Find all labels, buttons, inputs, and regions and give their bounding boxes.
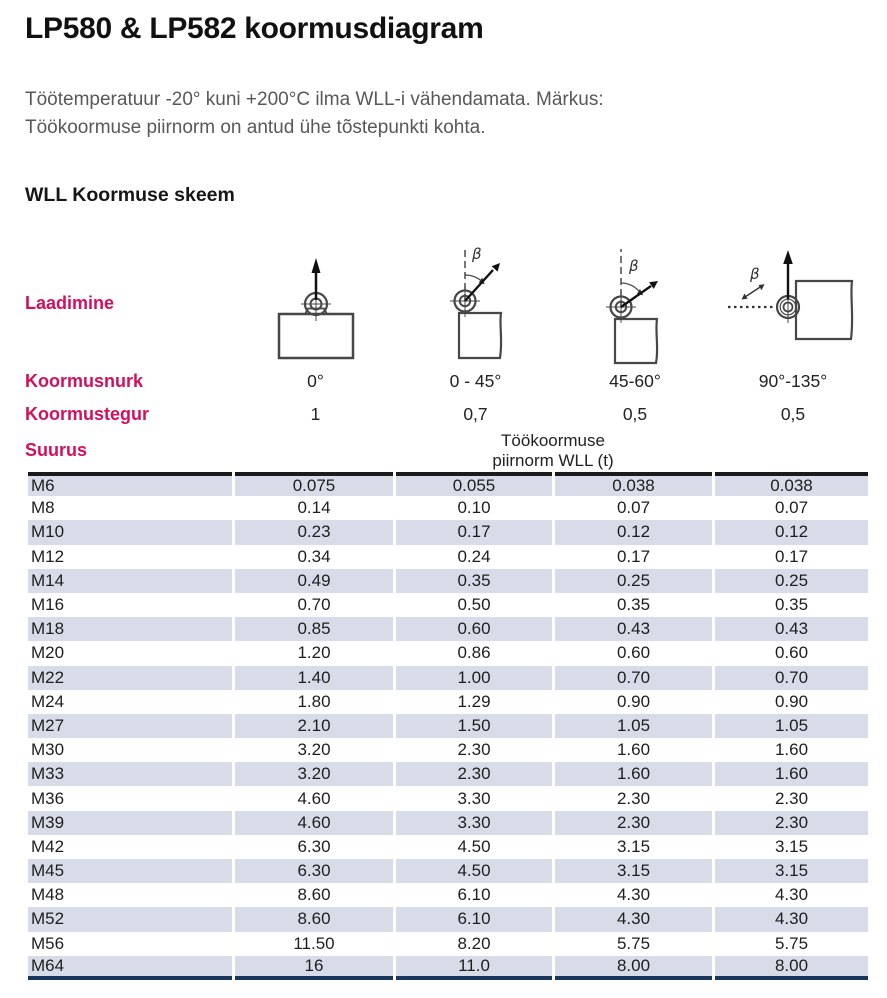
load-factor-value: 1 xyxy=(310,404,321,424)
wll-value-cell: 8.00 xyxy=(555,956,712,980)
wll-value-cell: 2.30 xyxy=(715,811,868,835)
wll-value-cell: 0.055 xyxy=(396,472,552,496)
wll-value-cell: 0.85 xyxy=(235,617,393,641)
size-cell: M48 xyxy=(31,885,65,905)
wll-value-cell: 3.20 xyxy=(297,740,331,760)
size-cell: M45 xyxy=(28,859,232,883)
wll-value-cell: 3.15 xyxy=(774,836,809,856)
table-row xyxy=(28,786,868,810)
wll-value-cell: 1.05 xyxy=(715,714,868,738)
table-row xyxy=(28,641,868,665)
size-cell: M39 xyxy=(28,811,232,835)
wll-value-cell: 4.50 xyxy=(457,836,491,856)
wll-value-cell: 2.30 xyxy=(457,740,491,760)
hoist-ring-pull-0-45-icon xyxy=(437,243,515,363)
size-cell: M8 xyxy=(31,498,55,518)
wll-value-cell: 0.17 xyxy=(774,546,809,566)
wll-value-cell: 0.10 xyxy=(457,498,491,518)
wll-value-cell: 0.35 xyxy=(616,595,651,615)
wll-value-cell: 0.23 xyxy=(235,520,393,544)
load-factor-value: 0,7 xyxy=(463,404,488,424)
table-row xyxy=(28,569,868,593)
wll-value-cell: 6.30 xyxy=(297,836,331,856)
beta-symbol: β xyxy=(629,257,639,275)
wll-value-cell: 6.10 xyxy=(457,885,491,905)
table-header-row xyxy=(25,431,871,470)
intro-line-1: Töötemperatuur -20° kuni +200°C ilma WLL-i vähendamata. Märkus: xyxy=(25,89,604,110)
wll-value-cell: 4.50 xyxy=(396,859,552,883)
wll-value-cell: 3.15 xyxy=(555,859,712,883)
wll-value-cell: 2.30 xyxy=(616,788,651,808)
wll-value-cell: 1.60 xyxy=(715,762,868,786)
wll-value-cell: 0.90 xyxy=(774,691,809,711)
wll-value-cell: 0.17 xyxy=(396,520,552,544)
wll-value-cell: 0.038 xyxy=(555,472,712,496)
table-row xyxy=(28,835,868,859)
wll-value-cell: 4.60 xyxy=(235,811,393,835)
size-cell: M64 xyxy=(28,956,232,980)
size-cell: M22 xyxy=(28,666,232,690)
wll-value-cell: 0.14 xyxy=(297,498,331,518)
table-row xyxy=(28,690,868,714)
page-title: LP580 & LP582 koormusdiagram xyxy=(25,12,484,45)
wll-value-cell: 2.30 xyxy=(555,811,712,835)
wll-value-cell: 0.07 xyxy=(774,498,809,518)
wll-value-cell: 4.30 xyxy=(715,907,868,931)
wll-table xyxy=(25,472,871,980)
diagram-pull-90-135 xyxy=(715,249,871,367)
table-row xyxy=(28,811,868,835)
diagram-pull-45-60 xyxy=(555,245,715,367)
wll-value-cell: 0.50 xyxy=(457,595,491,615)
wll-value-cell: 1.40 xyxy=(235,666,393,690)
size-cell: M18 xyxy=(28,617,232,641)
load-angle-value: 90°-135° xyxy=(758,371,828,391)
wll-value-cell: 8.60 xyxy=(297,885,331,905)
wll-value-cell: 16 xyxy=(235,956,393,980)
table-row xyxy=(28,593,868,617)
laadimine-label: Laadimine xyxy=(25,292,115,313)
wll-value-cell: 1.00 xyxy=(396,666,552,690)
table-row xyxy=(28,859,868,883)
table-row xyxy=(28,520,868,544)
size-cell: M20 xyxy=(31,643,65,663)
wll-value-cell: 0.12 xyxy=(715,520,868,544)
wll-value-cell: 6.10 xyxy=(396,907,552,931)
table-row xyxy=(28,496,868,520)
wll-value-cell: 0.60 xyxy=(774,643,809,663)
wll-value-cell: 0.07 xyxy=(616,498,651,518)
table-row xyxy=(28,956,868,980)
hoist-ring-pull-45-60-icon xyxy=(593,245,677,367)
size-cell: M10 xyxy=(28,520,232,544)
wll-value-cell: 0.25 xyxy=(715,569,868,593)
wll-value-cell: 0.25 xyxy=(555,569,712,593)
wll-value-cell: 0.60 xyxy=(396,617,552,641)
size-cell: M16 xyxy=(31,595,65,615)
wll-value-cell: 0.70 xyxy=(555,666,712,690)
size-cell: M27 xyxy=(28,714,232,738)
intro-text xyxy=(25,86,871,142)
size-cell: M14 xyxy=(28,569,232,593)
wll-value-cell: 0.90 xyxy=(616,691,651,711)
wll-value-cell: 0.075 xyxy=(235,472,393,496)
wll-value-cell: 6.30 xyxy=(235,859,393,883)
table-row xyxy=(28,545,868,569)
table-row xyxy=(28,714,868,738)
wll-value-cell: 3.30 xyxy=(457,788,491,808)
wll-value-cell: 2.10 xyxy=(235,714,393,738)
table-row xyxy=(28,883,868,907)
wll-value-cell: 0.43 xyxy=(555,617,712,641)
wll-value-cell: 5.75 xyxy=(616,933,651,953)
table-row xyxy=(28,932,868,956)
wll-value-cell: 0.70 xyxy=(297,595,331,615)
wll-value-cell: 0.24 xyxy=(457,546,491,566)
wll-value-cell: 8.20 xyxy=(457,933,491,953)
wll-value-cell: 0.49 xyxy=(235,569,393,593)
loading-diagrams-row xyxy=(25,239,871,367)
table-row xyxy=(28,617,868,641)
diagram-pull-0-45 xyxy=(396,243,555,367)
wll-value-cell: 1.60 xyxy=(616,740,651,760)
wll-value-cell: 4.60 xyxy=(297,788,331,808)
table-row xyxy=(28,762,868,786)
load-factor-value: 0,5 xyxy=(622,404,648,424)
table-row xyxy=(28,666,868,690)
wll-value-cell: 1.60 xyxy=(555,762,712,786)
wll-value-cell: 2.30 xyxy=(774,788,809,808)
load-factor-value: 0,5 xyxy=(780,404,806,424)
hoist-ring-pull-90-135-icon xyxy=(726,249,861,347)
load-factor-row xyxy=(25,404,871,425)
wll-value-cell: 3.20 xyxy=(235,762,393,786)
wll-value-cell: 11.0 xyxy=(396,956,552,980)
wll-value-cell: 1.20 xyxy=(297,643,331,663)
diagram-vertical-pull xyxy=(235,258,396,367)
wll-table-body xyxy=(28,472,868,980)
table-row xyxy=(28,472,868,496)
wll-value-cell: 0.70 xyxy=(715,666,868,690)
load-angle-row xyxy=(25,371,871,392)
wll-value-cell: 5.75 xyxy=(774,933,809,953)
intro-line-2: Töökoormuse piirnorm on antud ühe tõstepunkti kohta. xyxy=(25,117,486,138)
size-cell: M52 xyxy=(28,907,232,931)
wll-header-line-1: Töökoormuse xyxy=(501,431,605,450)
wll-value-cell: 0.43 xyxy=(715,617,868,641)
size-cell: M36 xyxy=(31,788,65,808)
wll-value-cell: 0.86 xyxy=(457,643,491,663)
wll-value-cell: 4.30 xyxy=(774,885,809,905)
wll-value-cell: 8.00 xyxy=(715,956,868,980)
size-cell: M56 xyxy=(31,933,65,953)
wll-value-cell: 0.12 xyxy=(555,520,712,544)
table-row xyxy=(28,738,868,762)
size-cell: M6 xyxy=(28,472,232,496)
beta-symbol: β xyxy=(471,245,482,263)
wll-value-cell: 3.30 xyxy=(396,811,552,835)
wll-column-header xyxy=(235,431,871,470)
wll-value-cell: 11.50 xyxy=(293,933,335,953)
table-row xyxy=(28,907,868,931)
load-angle-value: 0° xyxy=(307,371,324,391)
beta-symbol: β xyxy=(749,265,760,283)
wll-value-cell: 0.35 xyxy=(396,569,552,593)
wll-value-cell: 0.60 xyxy=(616,643,651,663)
wll-value-cell: 0.34 xyxy=(297,546,331,566)
wll-value-cell: 4.30 xyxy=(616,885,651,905)
wll-value-cell: 1.80 xyxy=(297,691,331,711)
section-heading: WLL Koormuse skeem xyxy=(25,184,235,206)
wll-value-cell: 0.35 xyxy=(774,595,809,615)
size-cell: M12 xyxy=(31,546,65,566)
wll-header-line-2: piirnorm WLL (t) xyxy=(492,450,614,470)
wll-value-cell: 3.15 xyxy=(616,836,651,856)
size-cell: M42 xyxy=(31,836,65,856)
size-cell: M30 xyxy=(31,740,65,760)
hoist-ring-vertical-pull-icon xyxy=(271,258,361,361)
wll-value-cell: 4.30 xyxy=(555,907,712,931)
wll-value-cell: 8.60 xyxy=(235,907,393,931)
size-cell: M33 xyxy=(28,762,232,786)
wll-value-cell: 0.038 xyxy=(715,472,868,496)
wll-value-cell: 0.17 xyxy=(616,546,651,566)
suurus-label: Suurus xyxy=(25,440,88,460)
wll-value-cell: 2.30 xyxy=(396,762,552,786)
wll-value-cell: 1.05 xyxy=(555,714,712,738)
wll-value-cell: 1.50 xyxy=(396,714,552,738)
koormusnurk-label: Koormusnurk xyxy=(25,371,144,391)
koormustegur-label: Koormustegur xyxy=(25,404,150,424)
wll-value-cell: 1.60 xyxy=(774,740,809,760)
wll-value-cell: 1.29 xyxy=(457,691,491,711)
load-angle-value: 45-60° xyxy=(609,371,661,391)
size-cell: M24 xyxy=(31,691,65,711)
wll-value-cell: 3.15 xyxy=(715,859,868,883)
load-angle-value: 0 - 45° xyxy=(449,371,502,391)
